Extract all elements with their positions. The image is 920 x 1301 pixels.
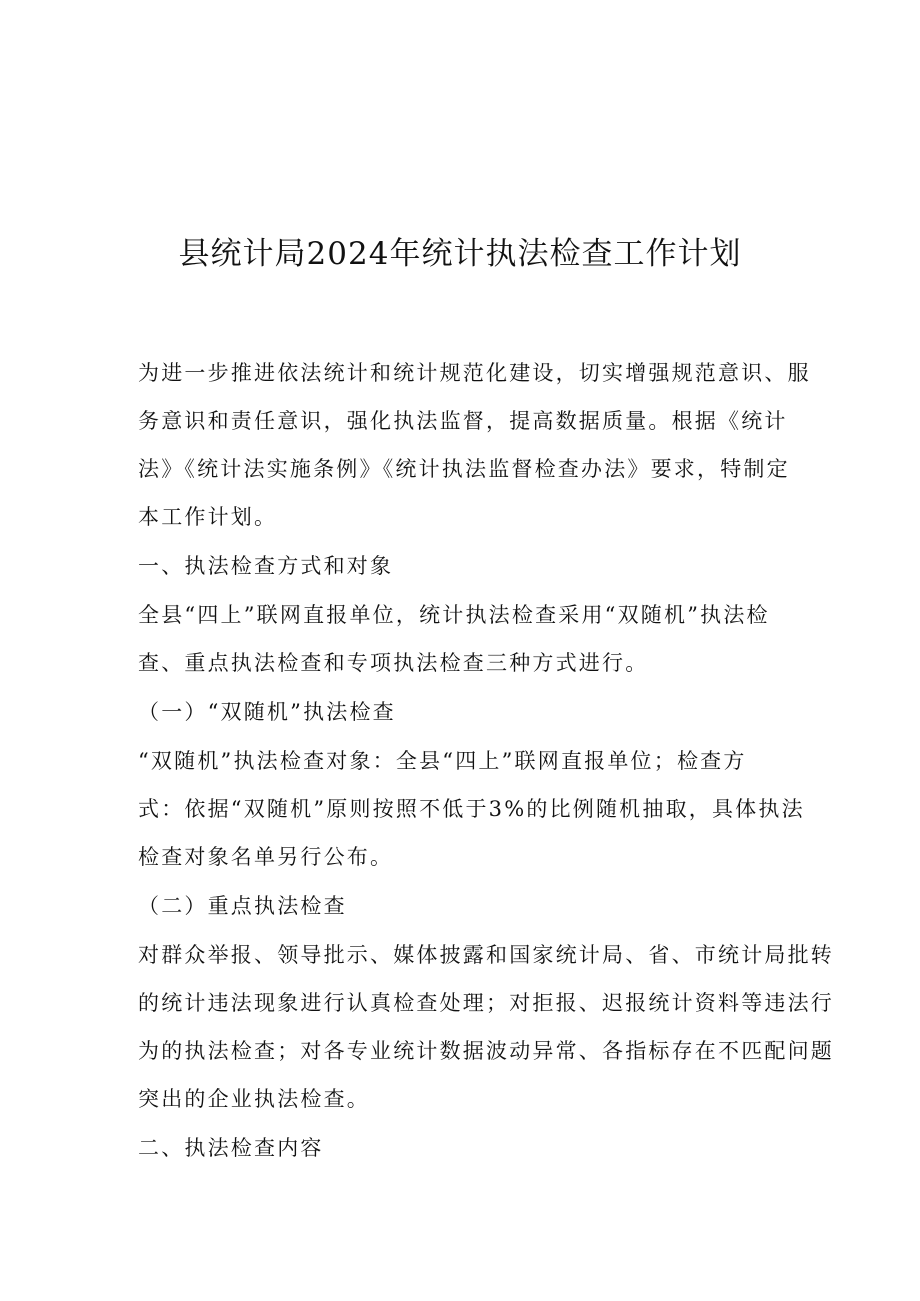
section-heading-2: 二、执法检查内容 <box>138 1136 324 1160</box>
paragraph-line-4: 本工作计划。 <box>138 505 278 529</box>
paragraph-line-9: 检查对象名单另行公布。 <box>138 845 394 869</box>
paragraph-line-7: “双随机”执法检查对象：全县“四上”联网直报单位；检查方 <box>138 749 747 773</box>
subsection-heading-2: （二）重点执法检查 <box>138 894 347 918</box>
paragraph-line-11: 的统计违法现象进行认真检查处理；对拒报、迟报统计资料等违法行 <box>138 991 834 1015</box>
paragraph-line-1: 为进一步推进依法统计和统计规范化建设，切实增强规范意识、服 <box>138 361 811 385</box>
paragraph-line-2: 务意识和责任意识，强化执法监督，提高数据质量。根据《统计 <box>138 409 788 433</box>
paragraph-line-13: 突出的企业执法检查。 <box>138 1087 370 1111</box>
paragraph-line-3: 法》《统计法实施条例》《统计执法监督检查办法》要求，特制定 <box>138 457 790 481</box>
paragraph-line-12: 为的执法检查；对各专业统计数据波动异常、各指标存在不匹配问题 <box>138 1039 834 1063</box>
paragraph-line-6: 查、重点执法检查和专项执法检查三种方式进行。 <box>138 651 649 675</box>
paragraph-line-5: 全县“四上”联网直报单位，统计执法检查采用“双随机”执法检 <box>138 603 770 627</box>
paragraph-line-8: 式：依据“双随机”原则按照不低于3%的比例随机抽取，具体执法 <box>138 797 805 821</box>
section-heading-1: 一、执法检查方式和对象 <box>138 554 394 578</box>
subsection-heading-1: （一）“双随机”执法检查 <box>138 700 396 724</box>
document-title: 县统计局2024年统计执法检查工作计划 <box>178 236 742 272</box>
paragraph-line-10: 对群众举报、领导批示、媒体披露和国家统计局、省、市统计局批转 <box>138 943 834 967</box>
